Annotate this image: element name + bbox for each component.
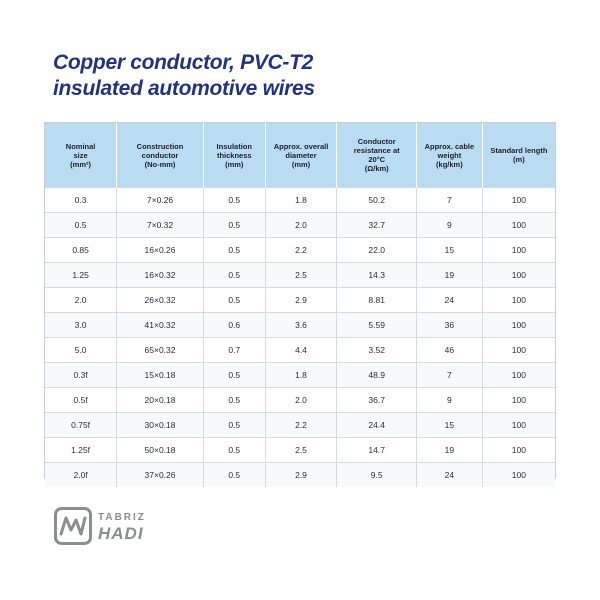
table-cell: 16×0.26 [117,238,204,263]
table-row [45,388,555,413]
table-cell: 20×0.18 [117,388,204,413]
column-header-line: size [73,150,88,160]
table-body [45,188,555,488]
column-header-line: thickness [216,150,252,160]
table-cell: 30×0.18 [117,413,204,438]
table-cell: 24 [417,463,483,488]
table-cell: 14.7 [337,438,417,463]
column-header-line: (mm²) [70,159,91,169]
table-cell: 7×0.26 [117,188,204,213]
page-title-line-1: Copper conductor, PVC-T2 [53,51,313,74]
column-header [203,123,265,188]
table-cell: 2.0 [45,288,117,313]
table-row [45,238,555,263]
table-cell: 0.5 [203,188,265,213]
table-cell: 0.3 [45,188,117,213]
table-cell: 9 [417,213,483,238]
page-title [53,50,553,102]
table-cell: 100 [482,463,555,488]
column-header-line: Standard length [490,146,548,155]
table-cell: 19 [417,263,483,288]
table-cell: 7 [417,188,483,213]
column-header-line: (m) [513,155,525,164]
table-cell: 9 [417,388,483,413]
page-title-line-2: insulated automotive wires [53,77,315,100]
table-row [45,413,555,438]
table-cell: 15 [417,238,483,263]
table-cell: 100 [482,213,555,238]
table-cell: 2.5 [265,438,337,463]
table-cell: 0.75f [45,413,117,438]
table-cell: 0.5 [203,463,265,488]
column-header-line: diameter [285,150,317,160]
column-header-line: (mm) [225,159,244,169]
table-cell: 0.5 [203,363,265,388]
table-row [45,188,555,213]
column-header-line: (Ω/km) [364,164,389,173]
column-header-line: Construction [136,141,184,151]
table-cell: 65×0.32 [117,338,204,363]
table-cell: 26×0.32 [117,288,204,313]
table-cell: 37×0.26 [117,463,204,488]
column-header [337,123,417,188]
wire-spec-table-container [44,122,556,479]
column-header-line: weight [437,150,462,160]
table-row [45,288,555,313]
table-cell: 100 [482,338,555,363]
table-cell: 7×0.32 [117,213,204,238]
table-cell: 7 [417,363,483,388]
table-cell: 2.2 [265,238,337,263]
table-cell: 36 [417,313,483,338]
table-cell: 2.0 [265,213,337,238]
table-cell: 100 [482,288,555,313]
table-cell: 50×0.18 [117,438,204,463]
wire-spec-table [45,123,555,487]
table-cell: 48.9 [337,363,417,388]
table-row [45,438,555,463]
table-cell: 46 [417,338,483,363]
table-cell: 2.5 [265,263,337,288]
table-cell: 24.4 [337,413,417,438]
table-row [45,313,555,338]
table-cell: 1.25f [45,438,117,463]
table-cell: 3.6 [265,313,337,338]
column-header [45,123,117,188]
table-row [45,213,555,238]
table-cell: 0.5 [203,263,265,288]
table-cell: 0.7 [203,338,265,363]
table-cell: 1.25 [45,263,117,288]
table-cell: 0.5f [45,388,117,413]
table-cell: 100 [482,188,555,213]
column-header [417,123,483,188]
column-header [265,123,337,188]
column-header-line: conductor [141,150,179,160]
table-cell: 5.0 [45,338,117,363]
table-cell: 2.9 [265,463,337,488]
table-cell: 100 [482,388,555,413]
table-cell: 24 [417,288,483,313]
table-cell: 0.5 [203,438,265,463]
table-cell: 36.7 [337,388,417,413]
tabriz-hadi-logo [54,507,194,547]
table-row [45,263,555,288]
table-cell: 0.5 [203,388,265,413]
table-cell: 41×0.32 [117,313,204,338]
column-header-line: 20°C [368,155,386,164]
column-header [482,123,555,188]
column-header-line: Conductor [357,137,396,146]
table-cell: 100 [482,263,555,288]
table-cell: 5.59 [337,313,417,338]
column-header-line: Insulation [216,141,252,151]
table-cell: 50.2 [337,188,417,213]
column-header-line: (mm) [291,159,311,169]
table-header-row [45,123,555,188]
table-row [45,363,555,388]
table-cell: 100 [482,363,555,388]
table-cell: 2.0 [265,388,337,413]
table-cell: 15×0.18 [117,363,204,388]
table-cell: 0.5 [45,213,117,238]
table-cell: 100 [482,313,555,338]
column-header-line: Approx. cable [424,141,475,151]
table-row [45,463,555,488]
table-cell: 0.5 [203,238,265,263]
column-header-line: (No-mm) [144,159,176,169]
table-cell: 19 [417,438,483,463]
table-cell: 9.5 [337,463,417,488]
table-cell: 0.5 [203,413,265,438]
tabriz-hadi-logo-icon [54,507,92,545]
column-header [117,123,204,188]
table-cell: 0.3f [45,363,117,388]
table-row [45,338,555,363]
table-cell: 32.7 [337,213,417,238]
table-cell: 2.2 [265,413,337,438]
table-cell: 3.0 [45,313,117,338]
column-header-line: Approx. overall [273,141,329,151]
column-header-line: (kg/km) [436,159,463,169]
table-cell: 0.5 [203,213,265,238]
table-cell: 14.3 [337,263,417,288]
table-cell: 100 [482,413,555,438]
table-cell: 2.9 [265,288,337,313]
table-cell: 0.5 [203,288,265,313]
table-cell: 15 [417,413,483,438]
table-cell: 0.6 [203,313,265,338]
logo-text-tabriz: TABRIZ [98,512,146,523]
table-cell: 100 [482,238,555,263]
table-cell: 0.85 [45,238,117,263]
table-cell: 100 [482,438,555,463]
table-cell: 4.4 [265,338,337,363]
column-header-line: Nominal [65,141,96,151]
table-cell: 16×0.32 [117,263,204,288]
table-cell: 22.0 [337,238,417,263]
table-cell: 3.52 [337,338,417,363]
table-cell: 1.8 [265,188,337,213]
table-cell: 8.81 [337,288,417,313]
column-header-line: resistance at [353,146,400,155]
table-cell: 2.0f [45,463,117,488]
table-cell: 1.8 [265,363,337,388]
logo-text-hadi: HADI [98,524,144,543]
